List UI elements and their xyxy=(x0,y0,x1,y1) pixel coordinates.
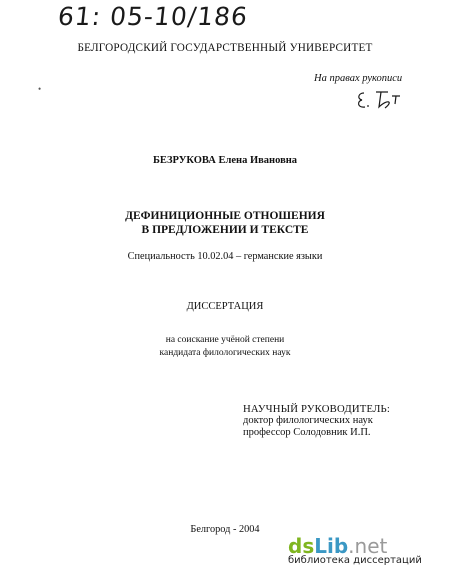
degree-line-1: на соискание учёной степени xyxy=(165,335,285,345)
title-line-1: ДЕФИНИЦИОННЫЕ ОТНОШЕНИЯ xyxy=(125,210,325,222)
degree-line-2: кандидата филологических наук xyxy=(159,348,291,358)
degree-info xyxy=(0,334,450,360)
archive-stamp-number: 61: 05-10/186 xyxy=(56,2,250,31)
document-type: ДИССЕРТАЦИЯ xyxy=(186,301,264,312)
city-year: Белгород - 2004 xyxy=(190,524,260,535)
manuscript-rights-note: На правах рукописи xyxy=(314,73,403,84)
watermark-ds: ds xyxy=(288,534,315,558)
university-name: БЕЛГОРОДСКИЙ ГОСУДАРСТВЕННЫЙ УНИВЕРСИТЕТ xyxy=(77,42,373,54)
supervisor-block xyxy=(243,403,390,439)
scan-mark: • xyxy=(38,84,42,94)
title-line-2: В ПРЕДЛОЖЕНИИ И ТЕКСТЕ xyxy=(141,224,309,236)
watermark-lib: Lib xyxy=(314,534,349,558)
supervisor-degree: доктор филологических наук xyxy=(243,415,373,426)
supervisor-heading: НАУЧНЫЙ РУКОВОДИТЕЛЬ: xyxy=(243,403,391,415)
watermark-subtitle: библиотека диссертаций xyxy=(288,555,422,566)
author-name: БЕЗРУКОВА Елена Ивановна xyxy=(152,155,298,166)
dslib-watermark xyxy=(288,534,448,566)
watermark-net: .net xyxy=(348,534,388,558)
specialty-line: Специальность 10.02.04 – германские языки xyxy=(127,251,323,262)
dissertation-title xyxy=(0,209,450,237)
handwritten-signature xyxy=(354,87,406,111)
supervisor-name: профессор Солодовник И.П. xyxy=(243,427,371,438)
